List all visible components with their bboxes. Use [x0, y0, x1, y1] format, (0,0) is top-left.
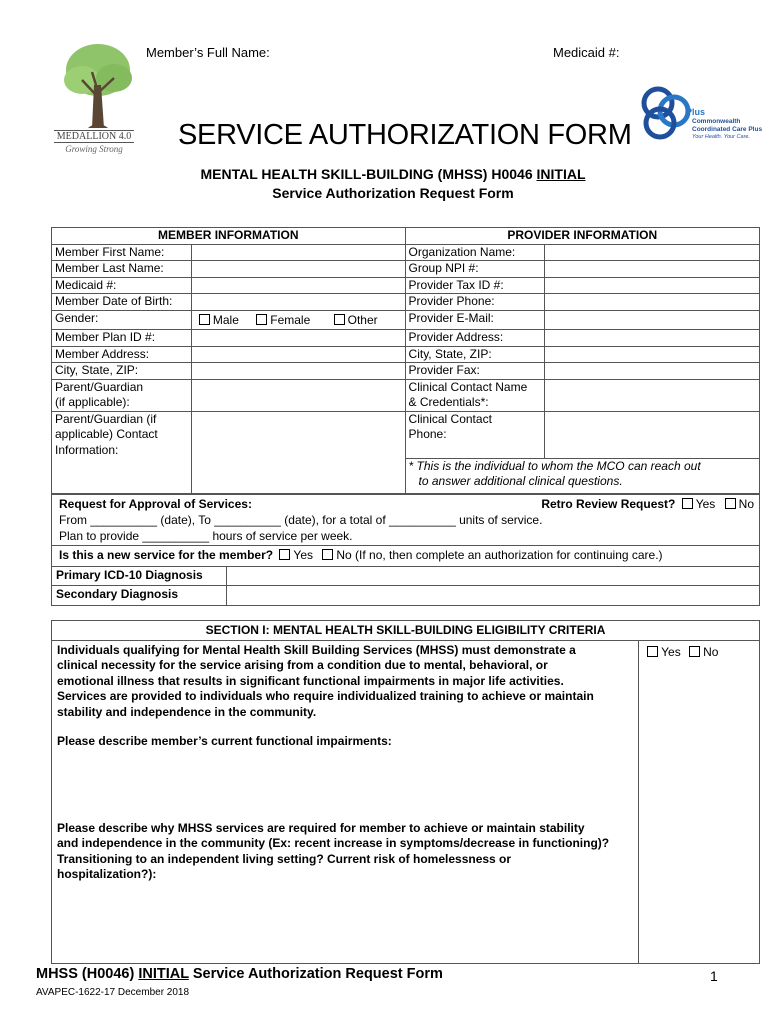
form-subtitle [178, 166, 608, 182]
member-first-name-field[interactable] [191, 244, 405, 261]
request-block [52, 495, 760, 546]
other-label: Other [347, 312, 378, 327]
gender-female-option[interactable] [256, 313, 310, 327]
footer-title-post: Service Authorization Request Form [188, 966, 443, 982]
gender-options [191, 310, 405, 330]
page-number: 1 [710, 968, 718, 984]
criteria-no-label: No [703, 644, 719, 659]
clinical-contact-phone-label: Clinical Contact Phone: [405, 411, 545, 458]
criteria-yes-checkbox[interactable] [647, 646, 658, 657]
provider-email-field[interactable] [545, 310, 760, 330]
new-service-yes-option[interactable] [276, 548, 313, 562]
member-dob-label: Member Date of Birth: [52, 294, 192, 311]
clinical-contact-note: * This is the individual to whom the MCO can reach out to answer additional clinical questions. [405, 458, 759, 493]
member-plan-id-label: Member Plan ID #: [52, 330, 192, 347]
new-service-no-label: No [336, 548, 352, 562]
provider-tax-id-field[interactable] [545, 277, 760, 294]
provider-fax-field[interactable] [545, 363, 760, 380]
gender-label: Gender: [52, 310, 192, 330]
new-service-label: Is this a new service for the member? [59, 548, 274, 562]
footer-title-initial: INITIAL [138, 966, 189, 982]
ccc-plus-logo [640, 85, 763, 145]
service-hours-line[interactable]: Plan to provide __________ hours of service per week. [59, 528, 353, 543]
provider-address-label: Provider Address: [405, 330, 545, 347]
ccc-plus-emblem-icon [640, 85, 692, 145]
group-npi-label: Group NPI #: [405, 261, 545, 278]
provider-fax-label: Provider Fax: [405, 363, 545, 380]
retro-no-label: No [738, 497, 754, 511]
section-1-yes-no [639, 640, 760, 963]
retro-no-checkbox[interactable] [725, 498, 736, 509]
new-service-yes-label: Yes [293, 548, 313, 562]
new-service-note: (If no, then complete an authorization for continuing care.) [355, 548, 663, 562]
section-1-criteria: Individuals qualifying for Mental Health Skill Building Services (MHSS) must demonstrate a clinical necessity for the service arising from a condition due to mental, behavioral, or emotional illness that results in significant functional impairments in major life activities. Services are provided to individuals who require individualized training to achieve or maintain stability and independence in the community. Please describe member’s current functional impairments: Please describe why MHSS services are required for member to achieve or maintain stability and independence in the community (Ex: recent increase in symptoms/decrease in functioning)? Transitioning to an independent living setting? Current risk of homelessness or hospitalization?): [52, 640, 639, 963]
retro-review [541, 497, 754, 513]
retro-yes-checkbox[interactable] [682, 498, 693, 509]
new-service-no-checkbox[interactable] [322, 549, 333, 560]
primary-diagnosis-field[interactable] [226, 566, 759, 586]
provider-phone-label: Provider Phone: [405, 294, 545, 311]
ccc-plus-line-2: Coordinated Care Plus [692, 126, 763, 133]
organization-name-label: Organization Name: [405, 244, 545, 261]
primary-diagnosis-label: Primary ICD-10 Diagnosis [52, 566, 227, 586]
secondary-diagnosis-field[interactable] [226, 586, 759, 606]
guardian-contact-field[interactable] [191, 411, 405, 493]
medallion-logo [52, 40, 142, 160]
form-subtitle-2: Service Authorization Request Form [272, 185, 514, 201]
member-medicaid-label: Medicaid #: [52, 277, 192, 294]
clinical-contact-name-label: Clinical Contact Name & Credentials*: [405, 379, 545, 411]
retro-yes-option[interactable] [679, 497, 716, 511]
ccc-plus-word: Plus [686, 107, 706, 117]
form-subtitle-text: MENTAL HEALTH SKILL-BUILDING (MHSS) H0046 [200, 166, 537, 182]
provider-info-heading: PROVIDER INFORMATION [405, 228, 759, 245]
tree-icon [52, 40, 142, 130]
page-title: SERVICE AUTHORIZATION FORM [178, 119, 632, 151]
male-label: Male [212, 312, 239, 327]
form-subtitle-initial: INITIAL [536, 166, 586, 182]
guardian-label: Parent/Guardian (if applicable): [52, 379, 192, 411]
member-last-name-label: Member Last Name: [52, 261, 192, 278]
group-npi-field[interactable] [545, 261, 760, 278]
medallion-logo-tagline: Growing Strong [65, 144, 123, 154]
other-checkbox[interactable] [334, 314, 345, 325]
member-provider-table [51, 227, 760, 494]
member-dob-field[interactable] [191, 294, 405, 311]
section-1-heading: SECTION I: MENTAL HEALTH SKILL-BUILDING ELIGIBILITY CRITERIA [52, 621, 760, 641]
footer-title [36, 966, 443, 982]
member-address-label: Member Address: [52, 346, 192, 363]
footer-title-pre: MHSS (H0046) [36, 966, 139, 982]
ccc-plus-line-1: Commonwealth [692, 118, 741, 125]
new-service-row [52, 546, 760, 567]
criteria-no-checkbox[interactable] [689, 646, 700, 657]
guardian-contact-label: Parent/Guardian (if applicable) Contact Information: [52, 411, 192, 493]
request-table [51, 494, 760, 606]
new-service-yes-checkbox[interactable] [279, 549, 290, 560]
female-label: Female [270, 312, 311, 327]
criteria-yes-label: Yes [661, 644, 681, 659]
male-checkbox[interactable] [199, 314, 210, 325]
provider-city-label: City, State, ZIP: [405, 346, 545, 363]
clinical-contact-name-field[interactable] [545, 379, 760, 411]
gender-male-option[interactable] [199, 313, 239, 327]
provider-address-field[interactable] [545, 330, 760, 347]
member-city-label: City, State, ZIP: [52, 363, 192, 380]
member-city-field[interactable] [191, 363, 405, 380]
service-dates-line[interactable]: From __________ (date), To __________ (date), for a total of __________ units of service. [59, 513, 543, 527]
member-address-field[interactable] [191, 346, 405, 363]
medallion-logo-text: MEDALLION 4.0 [54, 130, 134, 143]
retro-review-label: Retro Review Request? [541, 497, 676, 511]
member-info-heading: MEMBER INFORMATION [52, 228, 406, 245]
form-code: AVAPEC-1622-17 December 2018 [36, 987, 190, 998]
functional-impairments-answer[interactable] [57, 750, 633, 821]
section-1-table [51, 620, 760, 964]
new-service-no-option[interactable] [316, 548, 351, 562]
guardian-field[interactable] [191, 379, 405, 411]
member-plan-id-field[interactable] [191, 330, 405, 347]
clinical-contact-phone-field[interactable] [545, 411, 760, 458]
female-checkbox[interactable] [256, 314, 267, 325]
criteria-no-option[interactable] [684, 645, 718, 659]
provider-email-label: Provider E-Mail: [405, 310, 545, 330]
medicaid-label: Medicaid #: [553, 45, 620, 60]
retro-yes-label: Yes [695, 497, 716, 511]
secondary-diagnosis-label: Secondary Diagnosis [52, 586, 227, 606]
retro-no-option[interactable] [719, 497, 754, 511]
member-full-name-label: Member’s Full Name: [146, 45, 270, 60]
criteria-yes-option[interactable] [647, 645, 681, 659]
organization-name-field[interactable] [545, 244, 760, 261]
provider-city-field[interactable] [545, 346, 760, 363]
provider-phone-field[interactable] [545, 294, 760, 311]
ccc-plus-tagline: Your Health. Your Care. [692, 134, 750, 140]
provider-tax-id-label: Provider Tax ID #: [405, 277, 545, 294]
functional-impairments-question: Please describe member’s current functional impairments: [57, 734, 392, 748]
gender-other-option[interactable] [334, 313, 378, 327]
request-approval-label: Request for Approval of Services: [59, 497, 252, 511]
member-last-name-field[interactable] [191, 261, 405, 278]
member-first-name-label: Member First Name: [52, 244, 192, 261]
member-medicaid-field[interactable] [191, 277, 405, 294]
mhss-reason-question: Please describe why MHSS services are required for member to achieve or maintain stability and independence in the community (Ex: recent increase in symptoms/decrease in functioning)? Transitioning to an independent living setting? Current risk of homelessness or hospitalization?): [57, 820, 610, 881]
